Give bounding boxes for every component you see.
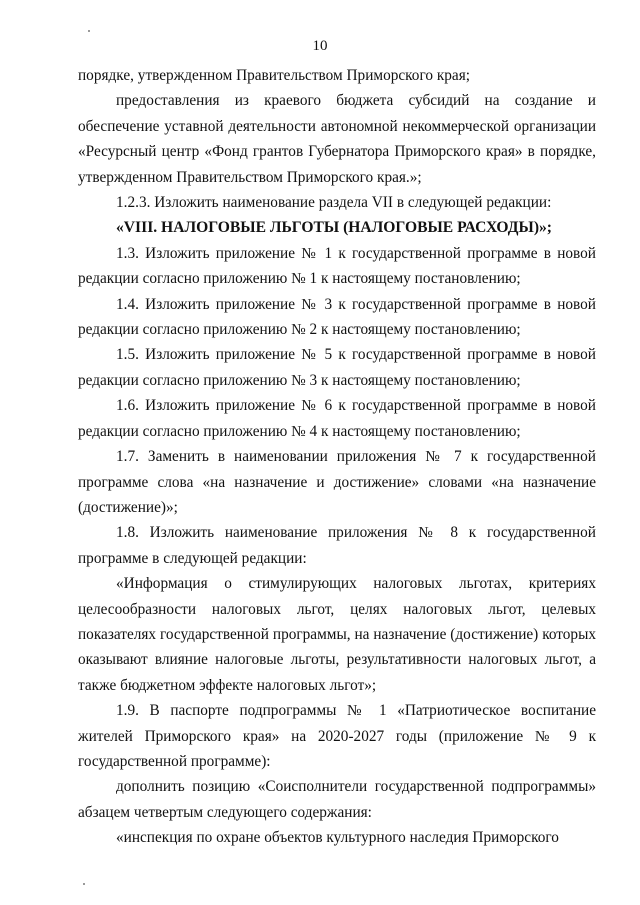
paragraph-inspection: «инспекция по охране объектов культурного наследия Приморского <box>116 829 559 847</box>
scan-mark-bottom <box>83 883 85 885</box>
paragraph-1-7: 1.7. Заменить в наименовании приложения № 7 к государственной программе слова «на назначение и достижение» словами «на назначение (достижение)»; <box>78 448 596 516</box>
paragraph-1-4: 1.4. Изложить приложение № 3 к государственной программе в новой редакции согласно приложению № 2 к настоящему постановлению; <box>78 295 596 339</box>
paragraph-1-3: 1.3. Изложить приложение № 1 к государственной программе в новой редакции согласно приложению № 1 к настоящему постановлению; <box>78 244 596 288</box>
section-heading: «VIII. НАЛОГОВЫЕ ЛЬГОТЫ (НАЛОГОВЫЕ РАСХОДЫ)»; <box>116 219 552 237</box>
scan-mark-top <box>88 30 90 32</box>
document-body <box>78 63 596 851</box>
paragraph-1-5: 1.5. Изложить приложение № 5 к государственной программе в новой редакции согласно приложению № 3 к настоящему постановлению; <box>78 346 596 389</box>
paragraph-1-9: 1.9. В паспорте подпрограммы № 1 «Патриотическое воспитание жителей Приморского края» на 2020-2027 годы (приложение № 9 к государственной программе): <box>78 702 596 770</box>
paragraph-1-6: 1.6. Изложить приложение № 6 к государственной программе в новой редакции согласно приложению № 4 к настоящему постановлению; <box>78 397 596 440</box>
paragraph-continuation: порядке, утвержденном Правительством Приморского края; <box>78 67 470 84</box>
paragraph-subsidies: предоставления из краевого бюджета субсидий на создание и обеспечение уставной деятельности автономной некоммерческой организации «Ресурсный центр «Фонд грантов Губернатора Приморского края» в порядке, утвержденном Правительством Приморского края.»; <box>78 92 596 186</box>
page-number: 10 <box>312 38 328 54</box>
paragraph-1-8: 1.8. Изложить наименование приложения № 8 к государственной программе в следующей редакции: <box>78 524 596 567</box>
paragraph-quote-information: «Информация о стимулирующих налоговых льготах, критериях целесообразности налоговых льгот, целях налоговых льгот, целевых показателях государственной программы, на назначение (достижение) которых оказывают влияние налоговые льготы, результативности налоговых льгот, а также бюджетном эффекте налоговых льгот»; <box>78 575 596 694</box>
paragraph-supplement: дополнить позицию «Соисполнители государственной подпрограммы» абзацем четвертым следующего содержания: <box>78 778 596 821</box>
paragraph-1-2-3: 1.2.3. Изложить наименование раздела VII в следующей редакции: <box>116 194 552 212</box>
